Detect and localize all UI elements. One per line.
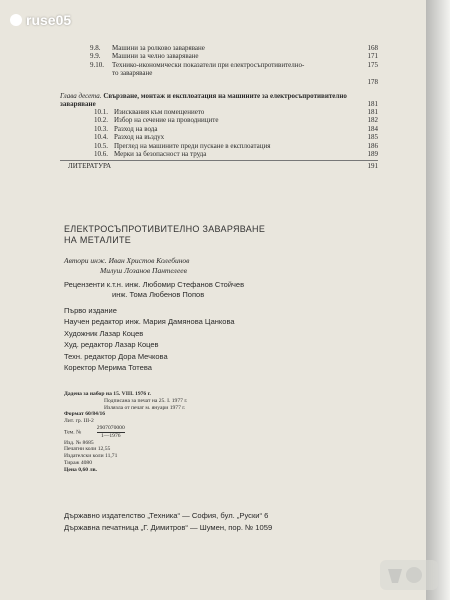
toc-row (60, 125, 378, 133)
imprint-line: Подписана за печат на 25. I. 1977 г. (104, 397, 188, 404)
toc-text: то заваряване (112, 69, 153, 78)
toc-row (60, 52, 378, 60)
authors (64, 256, 189, 276)
toc-number: 10.2. (94, 116, 108, 125)
imprint (64, 391, 187, 474)
toc-number: 10.3. (94, 124, 108, 133)
toc-page: 191 (367, 162, 378, 171)
publisher-info (64, 510, 272, 534)
watermark-text: ruse05 (26, 12, 72, 28)
toc-number: 10.4. (94, 133, 108, 142)
chapter-title: Свързване, монтаж и експлоатация на машините за електросъпротивително заваряване (60, 91, 347, 108)
imprint-theme-label: Тем. № (64, 429, 82, 436)
imprint-line: Лит. гр. III-2 (64, 418, 94, 425)
toc-page: 181 (367, 107, 378, 116)
toc-page: 186 (367, 141, 378, 150)
toc-page: 171 (367, 52, 378, 61)
toc-literature (60, 162, 378, 170)
toc-text: Технико-икономически показатели при електросъпротивително- (112, 60, 305, 69)
toc-text: Мерки за безопасност на труда (114, 149, 207, 158)
toc-row (60, 142, 378, 150)
toc-number: 9.10. (90, 60, 104, 69)
toc-page: 178 (367, 77, 378, 86)
imprint-line: Цена 0,60 лв. (64, 466, 97, 473)
authors-line: Милуш Лозанов Пантелеев (100, 266, 187, 275)
toc-row (60, 108, 378, 116)
toc-number: 9.9. (90, 52, 101, 61)
book-title-line: ЕЛЕКТРОСЪПРОТИВИТЕЛНО ЗАВАРЯВАНЕ (64, 224, 266, 234)
imprint-line: Изд. № 8685 (64, 439, 94, 446)
imprint-fraction (97, 425, 125, 440)
toc-page: 189 (367, 149, 378, 158)
toc-page: 185 (367, 133, 378, 142)
toc-text: Избор на сечение на проводниците (114, 116, 219, 125)
credits (64, 305, 235, 373)
credit-line: Худ. редактор Лазар Коцев (64, 340, 159, 350)
credit-line: Първо издание (64, 306, 117, 315)
toc-row (60, 133, 378, 141)
publisher-line: Държавно издателство „Техника“ — София, бул. „Руски“ 6 (64, 511, 269, 520)
imprint-theme (64, 425, 187, 440)
bazar-logo-icon (380, 560, 438, 590)
toc-page: 168 (367, 44, 378, 52)
chapter-label: Глава десета. (60, 91, 102, 100)
toc-text: Изисквания към помещението (114, 107, 205, 116)
toc-number: 10.5. (94, 141, 108, 150)
book-title-line: НА МЕТАЛИТЕ (64, 235, 132, 245)
toc-text: Машини за ролково заваряване (112, 44, 205, 52)
toc-text: ЛИТЕРАТУРА (68, 162, 112, 171)
authors-line: Автори инж. Иван Христов Колебинов (64, 256, 190, 265)
toc-number: 10.6. (94, 149, 108, 158)
reviewers-line: Рецензенти к.т.н. инж. Любомир Стефанов Стойчев (64, 280, 245, 289)
credit-line: Научен редактор инж. Мария Дамянова Цанкова (64, 317, 235, 327)
toc-row (60, 44, 378, 52)
fraction-top: 2907070000 (96, 424, 125, 431)
toc-row (60, 61, 378, 69)
table-of-contents (60, 44, 378, 171)
imprint-line: Печатни коли 12,55 (64, 446, 111, 453)
toc-text: Разход на въздух (114, 133, 165, 142)
toc-page: 182 (367, 116, 378, 125)
reviewers (64, 280, 244, 300)
imprint-line: Формат 60/84/16 (64, 411, 106, 418)
imprint-line: Тираж 4080 (64, 459, 93, 466)
toc-row (60, 150, 378, 158)
publisher-line: Държавна печатница „Г. Димитров“ — Шумен, пор. № 1059 (64, 523, 273, 532)
toc-page: 184 (367, 124, 378, 133)
fraction-bottom: 1—1976 (100, 432, 121, 439)
imprint-line: Дадена за набор на 15. VIII. 1976 г. (64, 391, 151, 397)
toc-row-continuation-page (60, 78, 378, 86)
toc-text: Преглед на машините преди пускане в експлоатация (114, 141, 271, 150)
toc-page: 181 (367, 99, 378, 108)
toc-text: Разход на вода (114, 124, 158, 133)
watermark-icon (10, 14, 22, 26)
toc-row (60, 116, 378, 124)
toc-row-continuation (60, 69, 378, 77)
watermark (10, 12, 71, 28)
imprint-line: Излязла от печат м. януари 1977 г. (104, 404, 186, 411)
toc-divider (60, 160, 378, 161)
credit-line: Коректор Мерима Тотева (64, 363, 152, 373)
reviewers-line: инж. Тома Любенов Попов (112, 290, 205, 299)
credit-line: Техн. редактор Дора Мечкова (64, 351, 168, 361)
toc-text: Машини за челно заваряване (112, 52, 199, 61)
toc-number: 10.1. (94, 107, 108, 116)
page-edge-shadow (426, 0, 450, 600)
toc-page: 175 (367, 60, 378, 69)
book-title (64, 224, 394, 246)
imprint-line: Издателски коли 11,71 (64, 453, 118, 460)
credit-line: Художник Лазар Коцев (64, 328, 144, 338)
toc-number: 9.8. (90, 44, 101, 52)
chapter-heading (60, 92, 378, 108)
